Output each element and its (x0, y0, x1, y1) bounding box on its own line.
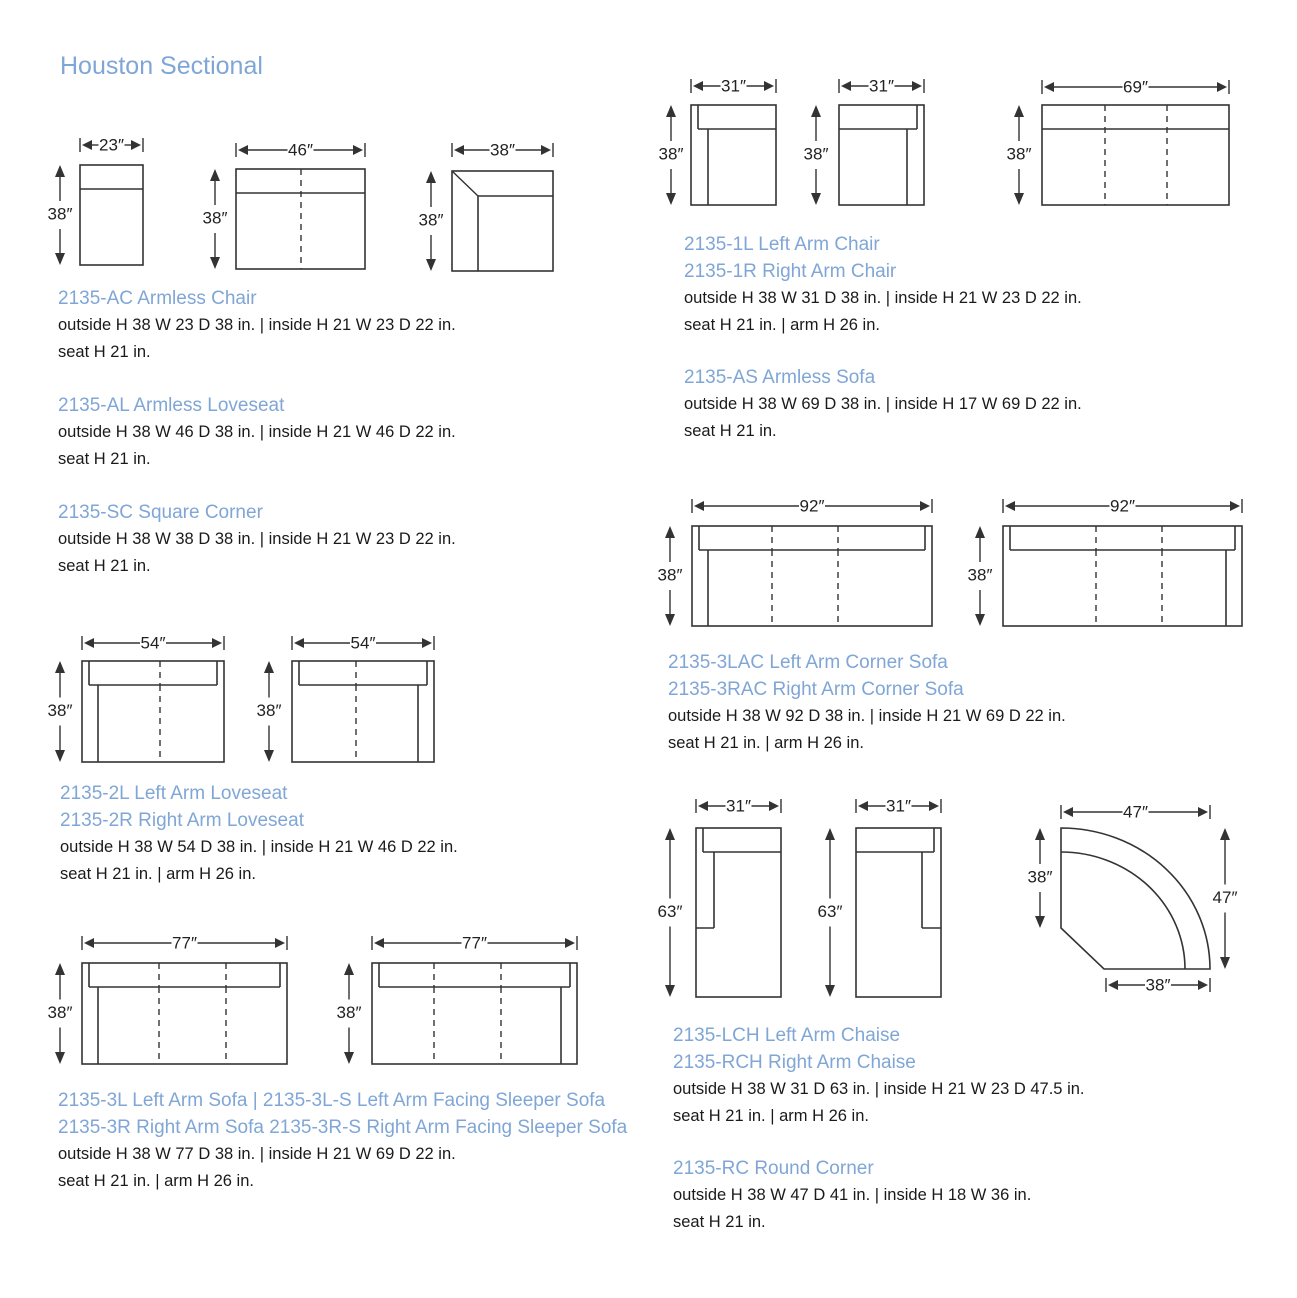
dimension-line: outside H 38 W 47 D 41 in. | inside H 18 W 36 in. (673, 1186, 1032, 1204)
height-dimension (203, 169, 228, 269)
arrow-head (694, 501, 704, 511)
dimension-line: seat H 21 in. | arm H 26 in. (58, 1172, 254, 1190)
arrow-head (131, 140, 141, 150)
dimension-label: 47″ (1212, 887, 1238, 907)
piece-outline (1003, 526, 1242, 626)
diagram-corner-sofa-right (968, 496, 1242, 626)
arrow-head (55, 165, 65, 177)
arrow-head (825, 985, 835, 997)
dimension-label: 23″ (99, 135, 124, 155)
diagram-arm-chair-left (659, 76, 776, 205)
arrow-head (55, 661, 65, 673)
arrow-head (841, 81, 851, 91)
dimension-line: seat H 21 in. | arm H 26 in. (668, 734, 864, 752)
arrow-head (84, 638, 94, 648)
height-dimension (1213, 828, 1238, 969)
dimension-label: 47″ (1123, 802, 1148, 822)
diagram-sofa-right (337, 933, 577, 1064)
arrow-head (665, 828, 675, 840)
width-dimension (839, 76, 924, 95)
width-dimension (692, 496, 932, 515)
arrow-head (212, 638, 222, 648)
arrow-head (1220, 828, 1230, 840)
dimension-line: seat H 21 in. | arm H 26 in. (60, 865, 256, 883)
width-dimension (372, 933, 577, 952)
piece-outline (1042, 105, 1229, 205)
height-dimension (659, 105, 684, 205)
height-dimension (419, 171, 444, 271)
arrow-head (55, 253, 65, 265)
width-dimension (1106, 975, 1210, 994)
piece-outline (696, 828, 781, 997)
dimension-label: 38″ (202, 208, 228, 228)
dimension-label: 38″ (1027, 867, 1053, 887)
arrow-head (426, 259, 436, 271)
dimension-label: 38″ (1145, 975, 1171, 995)
dimension-label: 31″ (721, 76, 746, 96)
arrow-head (1035, 828, 1045, 840)
piece-outline (82, 963, 287, 1064)
dimension-label: 31″ (886, 796, 911, 816)
dimension-label: 63″ (817, 901, 843, 921)
dimension-label: 69″ (1123, 77, 1148, 97)
dimension-line: outside H 38 W 54 D 38 in. | inside H 21 W 46 D 22 in. (60, 838, 458, 856)
diagram-sofa-left (48, 933, 287, 1064)
product-name: 2135-RC Round Corner (673, 1158, 874, 1179)
height-dimension (658, 828, 683, 997)
dimension-line: outside H 38 W 92 D 38 in. | inside H 21 W 69 D 22 in. (668, 707, 1066, 725)
dimension-label: 38″ (490, 140, 515, 160)
dimension-label: 77″ (462, 933, 487, 953)
product-name: 2135-2R Right Arm Loveseat (60, 810, 304, 831)
width-dimension (696, 796, 781, 815)
arrow-head (1044, 82, 1054, 92)
arrow-head (238, 145, 248, 155)
dimension-line: seat H 21 in. (58, 557, 151, 575)
product-name: 2135-AS Armless Sofa (684, 367, 876, 388)
width-dimension (1061, 802, 1210, 821)
diagram-chaise-left (658, 796, 781, 997)
arrow-head (1108, 980, 1118, 990)
miter-line (452, 171, 478, 196)
arrow-head (55, 1052, 65, 1064)
dimension-label: 54″ (350, 633, 376, 653)
piece-outline (292, 661, 434, 762)
diagram-square-corner (419, 140, 553, 271)
arrow-head (666, 105, 676, 117)
dimension-label: 38″ (657, 565, 683, 585)
piece-outline (856, 828, 941, 997)
width-dimension (292, 633, 434, 652)
height-dimension (1028, 828, 1053, 928)
piece-outline (82, 661, 224, 762)
arrow-head (344, 963, 354, 975)
dimension-line: seat H 21 in. | arm H 26 in. (673, 1107, 869, 1125)
height-dimension (658, 526, 683, 626)
arrow-head (426, 171, 436, 183)
arrow-head (811, 105, 821, 117)
diagram-armless-loveseat (203, 140, 365, 269)
width-dimension (82, 933, 287, 952)
dimension-line: outside H 38 W 31 D 38 in. | inside H 21 W 23 D 22 in. (684, 289, 1082, 307)
arrow-head (264, 750, 274, 762)
arrow-head (1230, 501, 1240, 511)
dimension-label: 38″ (336, 1002, 362, 1022)
height-dimension (48, 165, 73, 265)
arrow-head (693, 81, 703, 91)
arrow-head (920, 501, 930, 511)
arrow-head (665, 985, 675, 997)
dimension-label: 46″ (288, 140, 313, 160)
arrow-head (665, 614, 675, 626)
dimension-line: outside H 38 W 46 D 38 in. | inside H 21 W 46 D 22 in. (58, 423, 456, 441)
arrow-head (1014, 105, 1024, 117)
height-dimension (804, 105, 829, 205)
dimension-label: 31″ (726, 796, 751, 816)
dimension-label: 38″ (1006, 144, 1032, 164)
piece-outline (839, 105, 924, 205)
dimension-label: 38″ (47, 700, 73, 720)
arrow-head (275, 938, 285, 948)
arrow-head (825, 828, 835, 840)
arrow-head (912, 81, 922, 91)
arrow-head (55, 750, 65, 762)
arrow-head (55, 963, 65, 975)
arrow-head (811, 193, 821, 205)
arrow-head (665, 526, 675, 538)
dimension-line: outside H 38 W 38 D 38 in. | inside H 21 W 23 D 22 in. (58, 530, 456, 548)
width-dimension (1003, 496, 1242, 515)
arrow-head (1063, 807, 1073, 817)
arrow-head (422, 638, 432, 648)
dimension-label: 54″ (140, 633, 166, 653)
product-name: 2135-3L Left Arm Sofa | 2135-3L-S Left Arm Facing Sleeper Sofa (58, 1090, 606, 1111)
dimension-label: 38″ (803, 144, 829, 164)
arrow-head (1198, 980, 1208, 990)
diagram-corner-sofa-left (658, 496, 932, 626)
product-name: 2135-2L Left Arm Loveseat (60, 783, 288, 804)
piece-outline (372, 963, 577, 1064)
product-name: 2135-1L Left Arm Chair (684, 234, 880, 255)
height-dimension (48, 661, 73, 762)
arrow-head (858, 801, 868, 811)
arrow-head (565, 938, 575, 948)
arrow-head (264, 661, 274, 673)
product-name: 2135-3LAC Left Arm Corner Sofa (668, 652, 948, 673)
dimension-line: seat H 21 in. (58, 450, 151, 468)
dimension-label: 77″ (172, 933, 197, 953)
width-dimension (236, 140, 365, 159)
product-name: 2135-AC Armless Chair (58, 288, 257, 309)
height-dimension (48, 963, 73, 1064)
arrow-head (1035, 916, 1045, 928)
dimension-line: seat H 21 in. (684, 422, 777, 440)
dimension-label: 38″ (256, 700, 282, 720)
dimension-label: 38″ (967, 565, 993, 585)
piece-outline (692, 526, 932, 626)
height-dimension (1007, 105, 1032, 205)
product-name: 2135-AL Armless Loveseat (58, 395, 285, 416)
dimension-label: 38″ (658, 144, 684, 164)
dimension-line: outside H 38 W 69 D 38 in. | inside H 17 W 69 D 22 in. (684, 395, 1082, 413)
diagram-arm-chair-right (804, 76, 924, 205)
arrow-head (210, 169, 220, 181)
piece-outline (1061, 828, 1210, 969)
arrow-head (374, 938, 384, 948)
arrow-head (698, 801, 708, 811)
arrow-head (353, 145, 363, 155)
dimension-label: 38″ (47, 1002, 73, 1022)
height-dimension (257, 661, 282, 762)
dimension-label: 38″ (418, 210, 444, 230)
arrow-head (975, 614, 985, 626)
dimension-line: seat H 21 in. | arm H 26 in. (684, 316, 880, 334)
piece-outline (80, 165, 143, 265)
piece-outline (691, 105, 776, 205)
product-name: 2135-3RAC Right Arm Corner Sofa (668, 679, 964, 700)
arrow-head (294, 638, 304, 648)
page-title: Houston Sectional (60, 52, 263, 80)
width-dimension (1042, 77, 1229, 96)
arrow-head (929, 801, 939, 811)
dimension-line: seat H 21 in. (58, 343, 151, 361)
product-name: 2135-3R Right Arm Sofa 2135-3R-S Right Arm Facing Sleeper Sofa (58, 1117, 628, 1138)
dimension-label: 92″ (799, 496, 825, 516)
dimension-label: 38″ (47, 204, 73, 224)
dimension-line: outside H 38 W 77 D 38 in. | inside H 21 W 69 D 22 in. (58, 1145, 456, 1163)
arrow-head (82, 140, 92, 150)
width-dimension (452, 140, 553, 159)
height-dimension (818, 828, 843, 997)
diagram-armless-sofa (1007, 77, 1229, 205)
height-dimension (337, 963, 362, 1064)
product-name: 2135-LCH Left Arm Chaise (673, 1025, 901, 1046)
diagram-armless-chair (48, 135, 143, 265)
arrow-head (344, 1052, 354, 1064)
arrow-head (666, 193, 676, 205)
dimension-line: outside H 38 W 31 D 63 in. | inside H 21 W 23 D 47.5 in. (673, 1080, 1085, 1098)
dimension-label: 92″ (1110, 496, 1135, 516)
height-dimension (968, 526, 993, 626)
arrow-head (1014, 193, 1024, 205)
arrow-head (84, 938, 94, 948)
dimension-line: seat H 21 in. (673, 1213, 766, 1231)
arrow-head (454, 145, 464, 155)
arrow-head (1217, 82, 1227, 92)
diagram-chaise-right (818, 796, 941, 997)
width-dimension (80, 135, 143, 154)
arrow-head (541, 145, 551, 155)
product-name: 2135-RCH Right Arm Chaise (673, 1052, 916, 1073)
arrow-head (1220, 957, 1230, 969)
diagram-loveseat-right (257, 633, 434, 762)
width-dimension (856, 796, 941, 815)
arrow-head (1198, 807, 1208, 817)
arrow-head (210, 257, 220, 269)
width-dimension (691, 76, 776, 95)
product-name: 2135-1R Right Arm Chair (684, 261, 897, 282)
dimension-label: 63″ (657, 901, 683, 921)
diagram-round-corner (1028, 802, 1238, 994)
dimension-line: outside H 38 W 23 D 38 in. | inside H 21 W 23 D 22 in. (58, 316, 456, 334)
width-dimension (82, 633, 224, 652)
arrow-head (769, 801, 779, 811)
dimension-label: 31″ (869, 76, 894, 96)
arrow-head (764, 81, 774, 91)
diagram-loveseat-left (48, 633, 224, 762)
arrow-head (975, 526, 985, 538)
arrow-head (1005, 501, 1015, 511)
product-name: 2135-SC Square Corner (58, 502, 263, 523)
